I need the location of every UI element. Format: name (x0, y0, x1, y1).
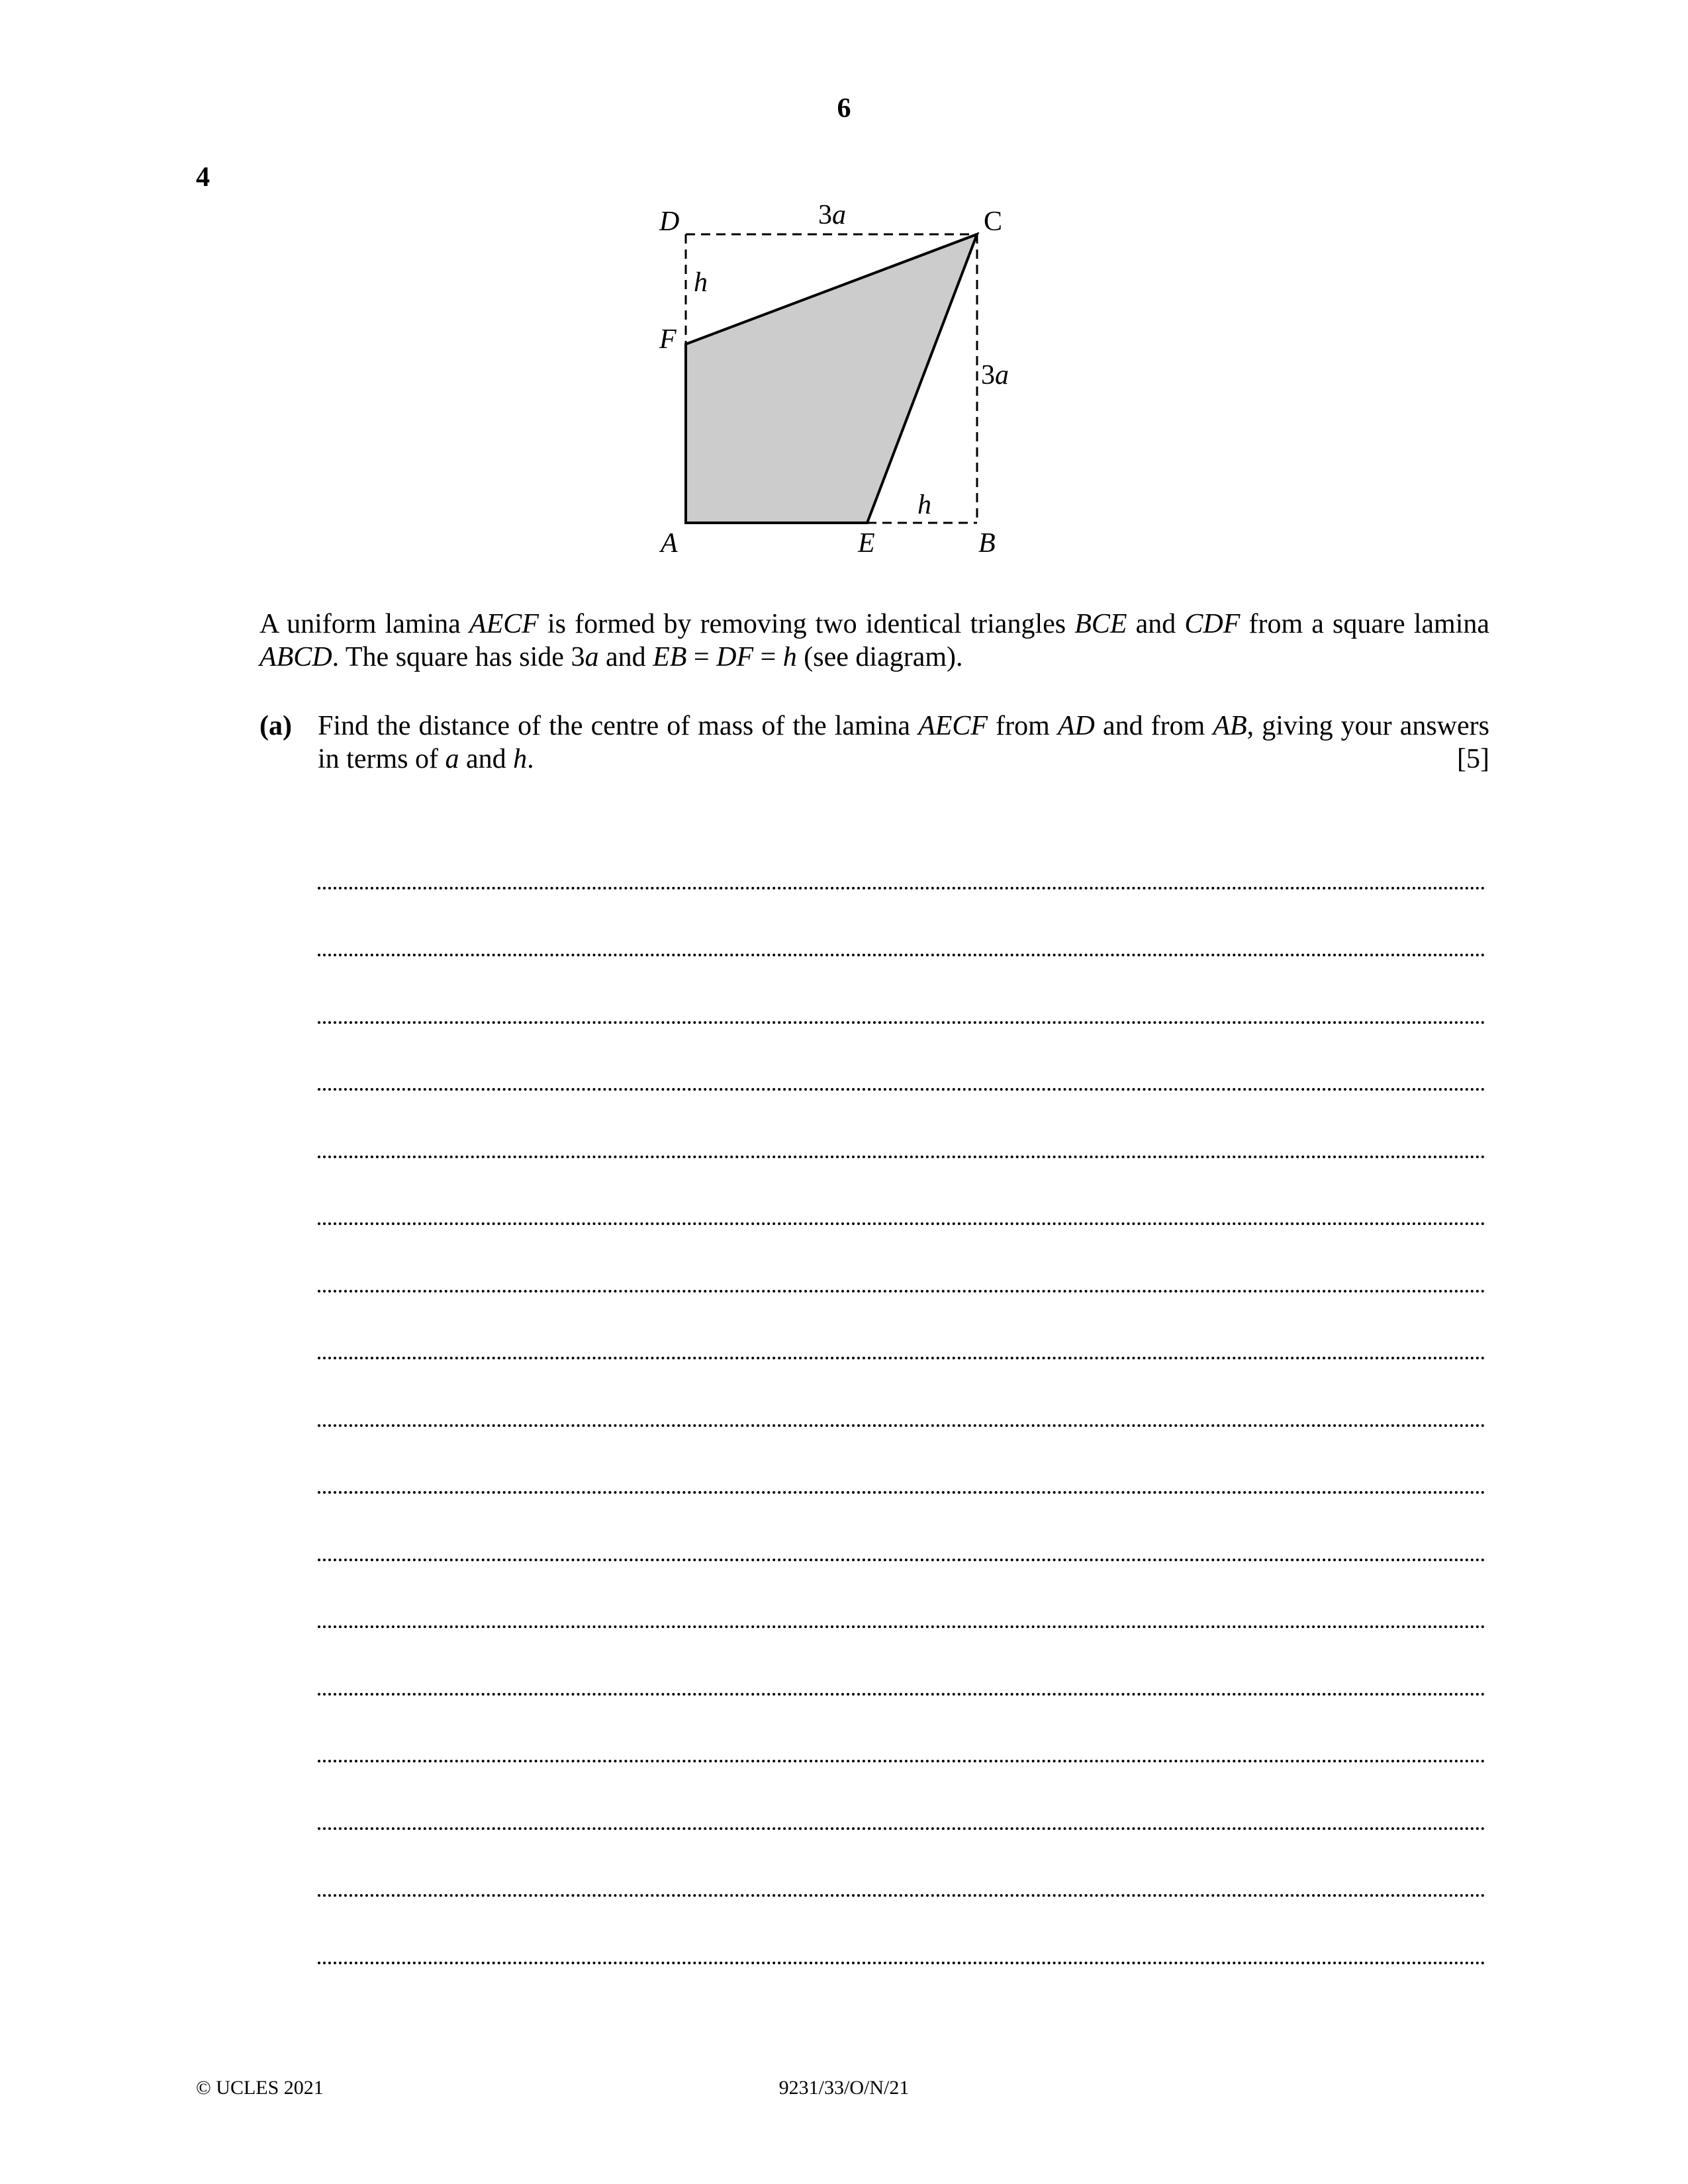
intro-text: and (598, 642, 653, 672)
answer-line[interactable] (318, 1293, 1485, 1360)
label-df-h: h (694, 267, 708, 298)
label-b: B (978, 528, 996, 559)
answer-line[interactable] (318, 1359, 1485, 1427)
diagram-svg (635, 192, 1046, 576)
intro-term: DF (716, 642, 754, 672)
page-number: 6 (837, 93, 851, 124)
answer-line[interactable] (318, 1897, 1485, 1964)
part-a-span: Find the distance of the centre of mass of the lamina (318, 711, 919, 741)
marks-label: [5] (1457, 744, 1489, 774)
intro-text: = (686, 642, 717, 672)
label-right-side: 3a (981, 360, 1009, 390)
part-a-text (318, 709, 1489, 776)
answer-line[interactable] (318, 822, 1485, 889)
part-a-span: and from (1094, 711, 1213, 741)
intro-term: BCE (1074, 609, 1127, 639)
answer-line[interactable] (318, 1830, 1485, 1897)
part-a-span: . (527, 744, 534, 774)
intro-term: a (585, 642, 599, 672)
intro-text: from a square lamina (1240, 609, 1490, 639)
answer-line[interactable] (318, 889, 1485, 957)
label-d: D (659, 206, 680, 237)
answer-line[interactable] (318, 1158, 1485, 1226)
answer-lines[interactable] (318, 822, 1485, 1964)
answer-line[interactable] (318, 1762, 1485, 1830)
intro-text: is formed by removing two identical triangles (538, 609, 1075, 639)
label-top-side: 3a (818, 200, 846, 230)
answer-line[interactable] (318, 1024, 1485, 1091)
answer-line[interactable] (318, 1225, 1485, 1293)
label-f: F (659, 324, 677, 355)
question-part-a (259, 709, 1489, 776)
intro-term: ABCD (259, 642, 332, 672)
answer-line[interactable] (318, 1427, 1485, 1494)
question-number: 4 (196, 162, 210, 193)
part-a-span: , giving your answers in terms of (318, 711, 1489, 774)
answer-line[interactable] (318, 1494, 1485, 1561)
part-a-term: h (513, 744, 528, 774)
answer-line[interactable] (318, 956, 1485, 1024)
lamina-shape (686, 234, 977, 523)
footer-code: 9231/33/O/N/21 (778, 2077, 910, 2099)
intro-term: AECF (469, 609, 539, 639)
intro-text: . The square has side 3 (332, 642, 585, 672)
answer-line[interactable] (318, 1561, 1485, 1629)
part-a-label: (a) (259, 711, 292, 741)
part-a-term: AB (1213, 711, 1247, 741)
part-a-span: from (988, 711, 1058, 741)
label-e: E (858, 528, 875, 559)
intro-text: A uniform lamina (259, 609, 469, 639)
lamina-diagram (635, 192, 1046, 576)
part-a-term: AD (1057, 711, 1095, 741)
intro-term: EB (653, 642, 687, 672)
part-a-term: a (445, 744, 459, 774)
part-a-term: AECF (918, 711, 988, 741)
label-a: A (661, 528, 678, 559)
footer-copyright: © UCLES 2021 (196, 2077, 324, 2099)
intro-term: CDF (1184, 609, 1241, 639)
intro-text: and (1127, 609, 1185, 639)
label-eb-h: h (917, 490, 931, 520)
answer-line[interactable] (318, 1628, 1485, 1696)
answer-line[interactable] (318, 1091, 1485, 1158)
intro-text: (see diagram). (796, 642, 963, 672)
question-intro (259, 608, 1489, 674)
intro-term: h (782, 642, 797, 672)
intro-text: = (753, 642, 783, 672)
label-c: C (984, 206, 1003, 237)
answer-line[interactable] (318, 1696, 1485, 1763)
part-a-span: and (459, 744, 514, 774)
